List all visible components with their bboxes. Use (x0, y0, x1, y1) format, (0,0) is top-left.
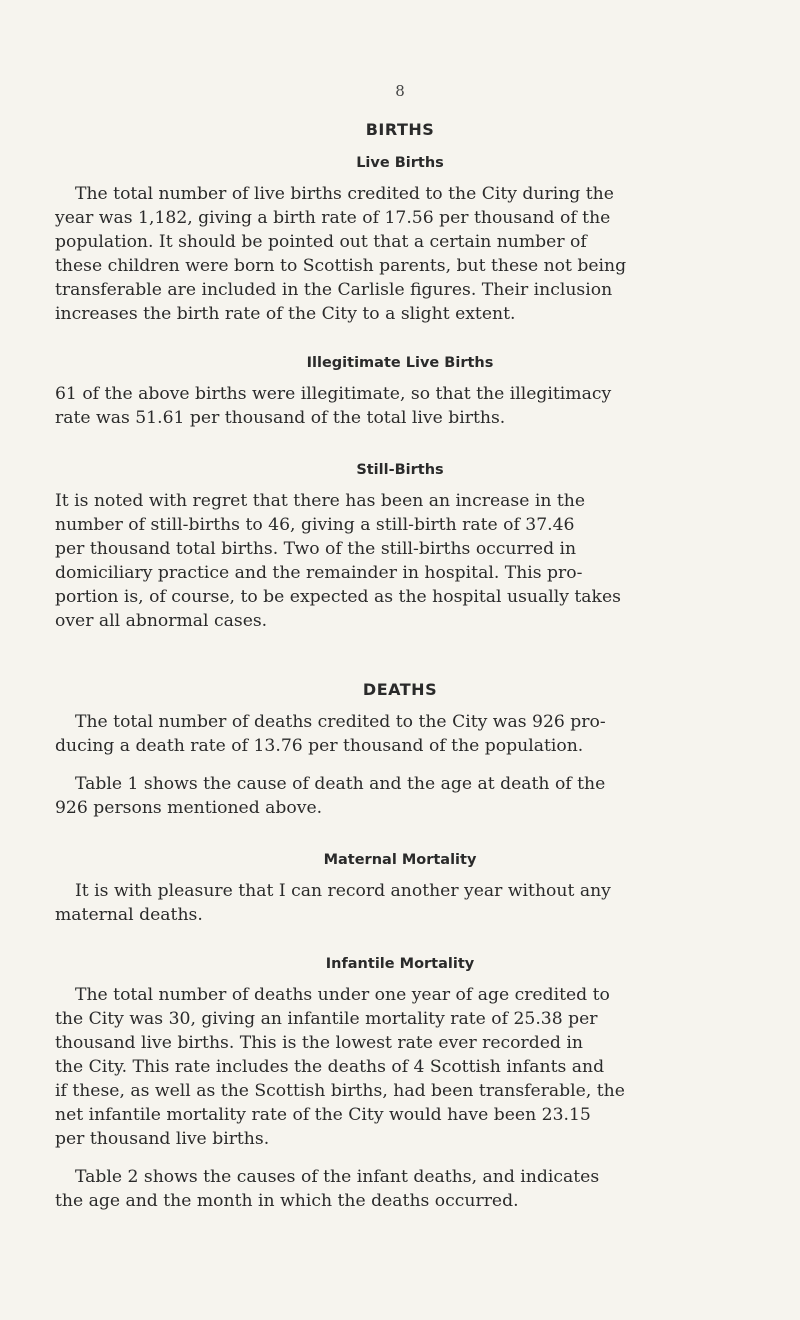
text-line: portion is, of course, to be expected as the hospital usually takes (55, 587, 621, 607)
text-line: maternal deaths. (55, 905, 203, 925)
illegitimate-births-heading: Illegitimate Live Births (306, 355, 494, 371)
still-births-heading: Still-Births (356, 462, 444, 478)
text-line: transferable are included in the Carlisle figures. Their inclusion (55, 280, 613, 300)
text-line: per thousand total births. Two of the still-births occurred in (55, 539, 577, 559)
text-line: ducing a death rate of 13.76 per thousand of the population. (55, 736, 584, 756)
still-births-paragraph (55, 489, 755, 633)
text-line: It is with pleasure that I can record another year without any (75, 881, 611, 901)
maternal-mortality-paragraph (55, 879, 755, 927)
infantile-mortality-paragraph-1 (55, 983, 755, 1151)
live-births-heading: Live Births (356, 155, 444, 171)
text-line: Table 2 shows the causes of the infant deaths, and indicates (75, 1167, 600, 1187)
text-line: The total number of live births credited to the City during the (75, 184, 614, 204)
text-line: over all abnormal cases. (55, 611, 268, 631)
text-line: population. It should be pointed out that a certain number of (55, 232, 587, 252)
deaths-paragraph-1 (55, 710, 755, 758)
text-line: thousand live births. This is the lowest rate ever recorded in (55, 1033, 583, 1053)
page-number: 8 (395, 82, 405, 100)
text-line: net infantile mortality rate of the City would have been 23.15 (55, 1105, 591, 1125)
text-line: 61 of the above births were illegitimate, so that the illegitimacy (55, 384, 612, 404)
text-line: the City. This rate includes the deaths of 4 Scottish infants and (55, 1057, 605, 1077)
text-line: these children were born to Scottish parents, but these not being (55, 256, 627, 276)
text-line: the age and the month in which the deaths occurred. (55, 1191, 519, 1211)
illegitimate-births-paragraph (55, 382, 755, 430)
text-line: number of still-births to 46, giving a still-birth rate of 37.46 (55, 515, 575, 535)
maternal-mortality-heading: Maternal Mortality (323, 852, 477, 868)
text-line: increases the birth rate of the City to a slight extent. (55, 304, 516, 324)
text-line: domiciliary practice and the remainder in hospital. This pro- (55, 563, 583, 583)
deaths-paragraph-2 (55, 772, 755, 820)
infantile-mortality-paragraph-2 (55, 1165, 755, 1213)
text-line: The total number of deaths under one year of age credited to (75, 985, 610, 1005)
live-births-paragraph (55, 182, 755, 326)
births-heading: BIRTHS (365, 120, 435, 139)
text-line: year was 1,182, giving a birth rate of 17.56 per thousand of the (55, 208, 611, 228)
text-line: The total number of deaths credited to the City was 926 pro- (75, 712, 606, 732)
text-line: the City was 30, giving an infantile mortality rate of 25.38 per (55, 1009, 598, 1029)
infantile-mortality-heading: Infantile Mortality (325, 956, 475, 972)
text-line: rate was 51.61 per thousand of the total live births. (55, 408, 506, 428)
text-line: if these, as well as the Scottish births, had been transferable, the (55, 1081, 625, 1101)
text-line: per thousand live births. (55, 1129, 270, 1149)
text-line: 926 persons mentioned above. (55, 798, 323, 818)
text-line: Table 1 shows the cause of death and the age at death of the (75, 774, 606, 794)
text-line: It is noted with regret that there has been an increase in the (55, 491, 586, 511)
deaths-heading: DEATHS (362, 680, 438, 699)
